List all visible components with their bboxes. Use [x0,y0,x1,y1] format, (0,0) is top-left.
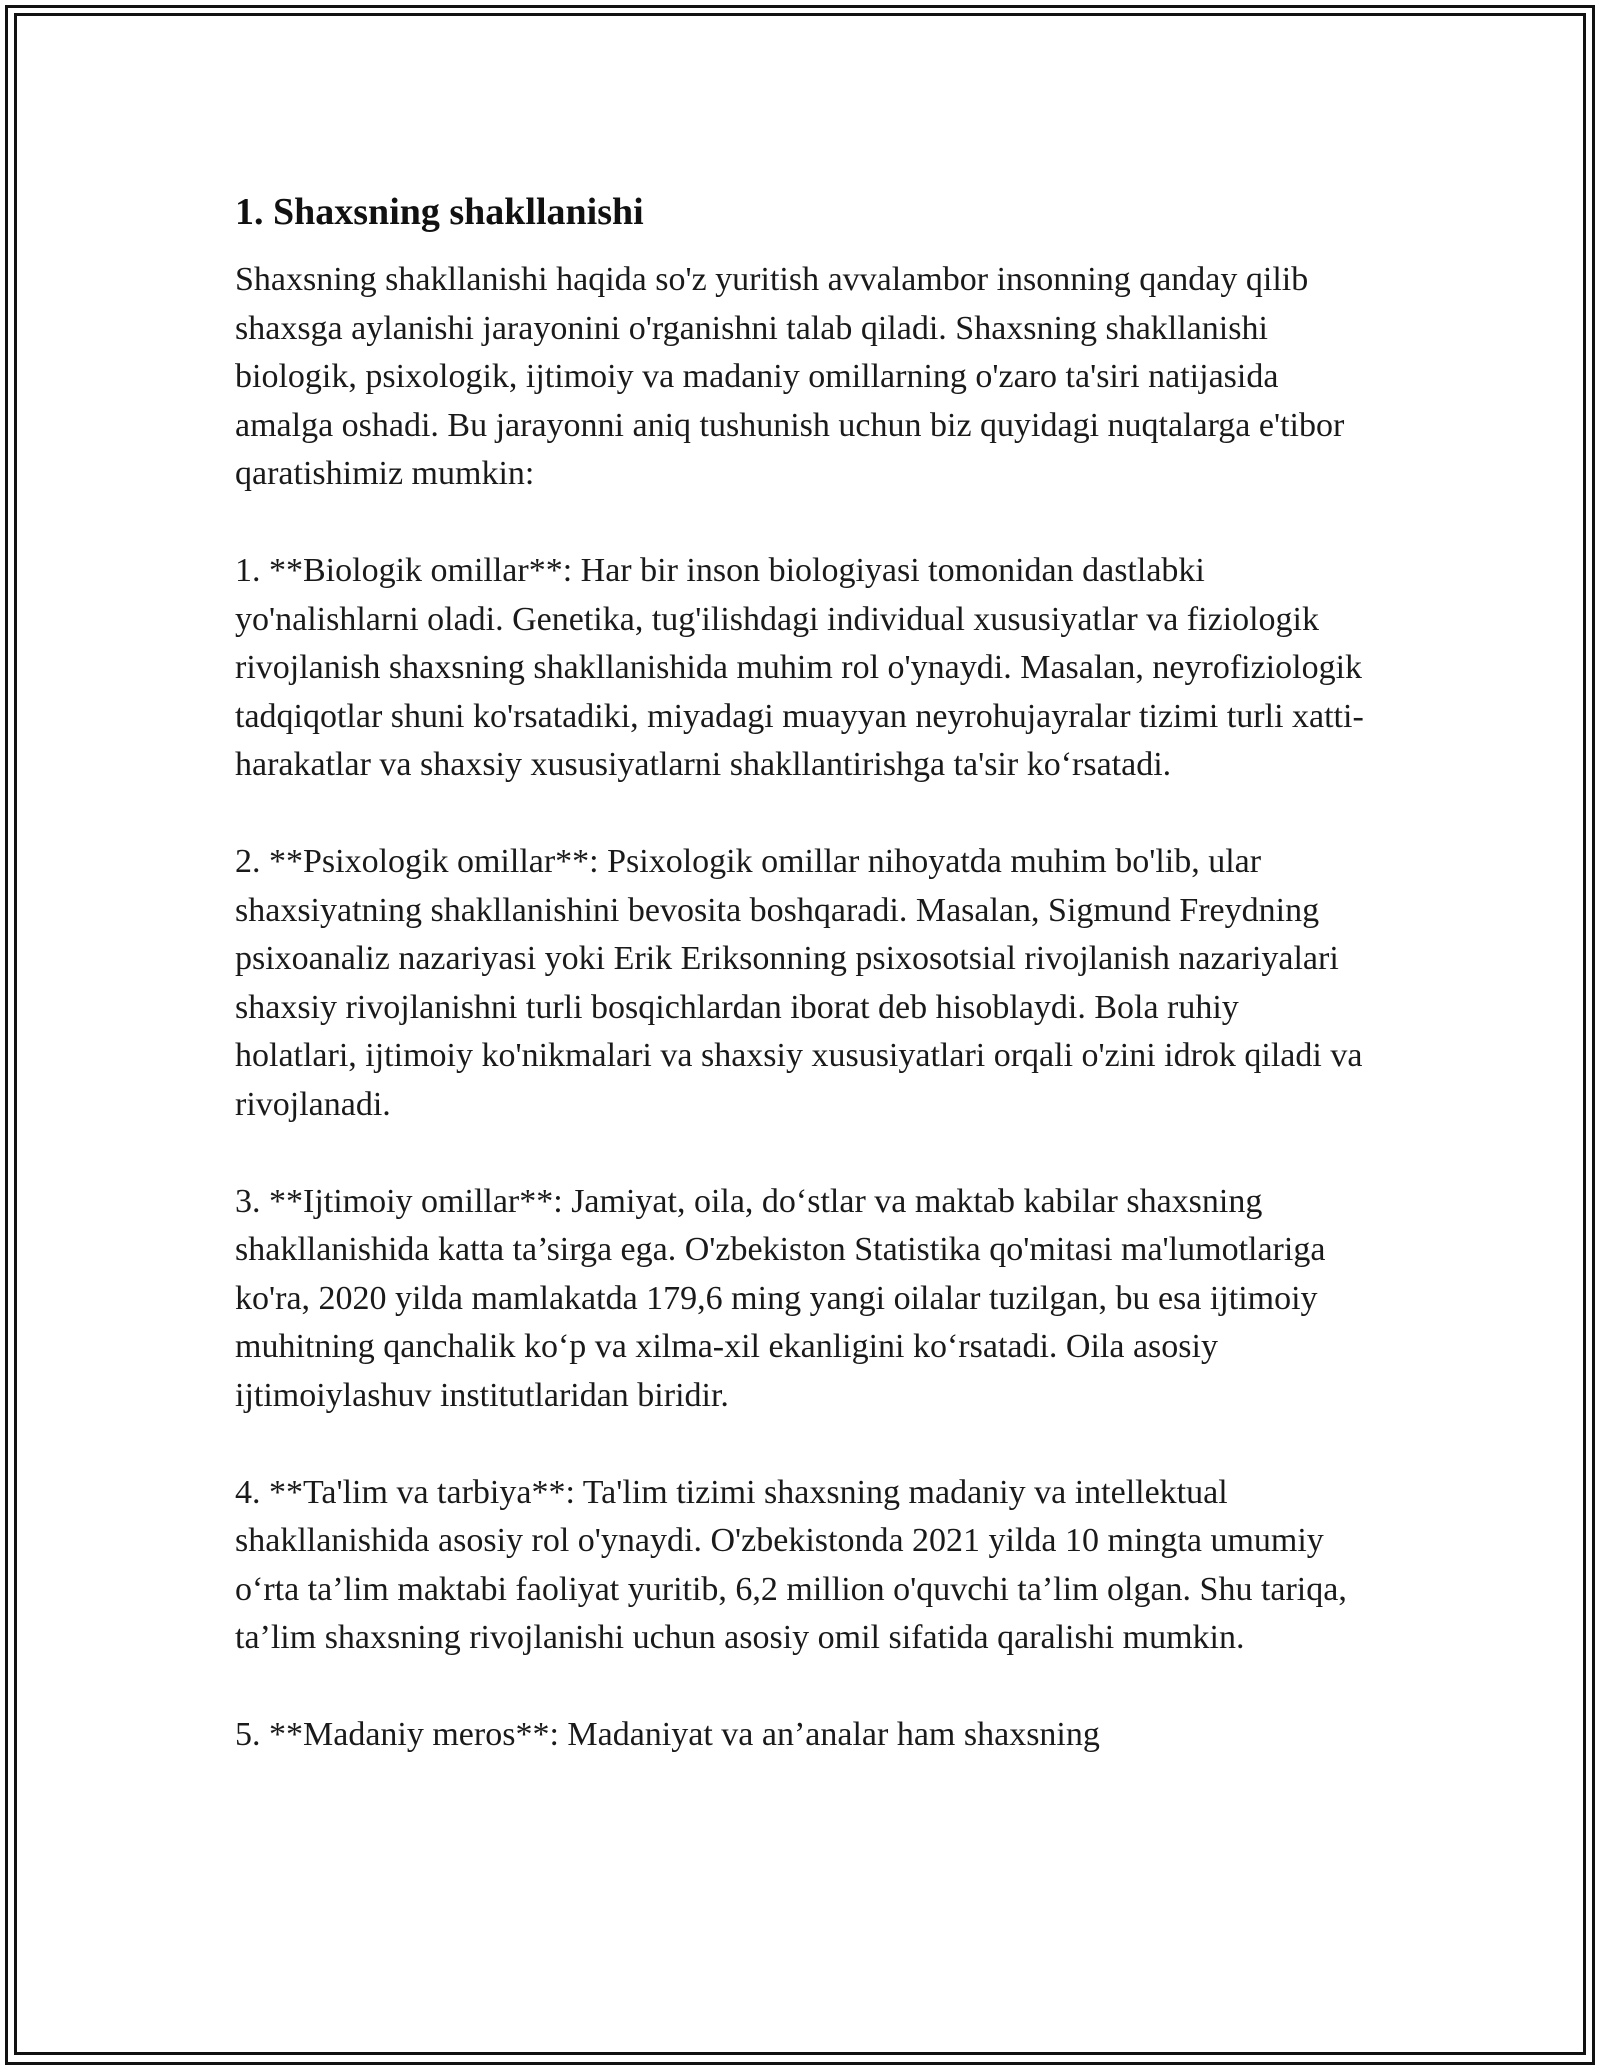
list-item-psixologik-omillar: 2. **Psixologik omillar**: Psixologik omillar nihoyatda muhim bo'lib, ular shaxsiyatning shakllanishini bevosita boshqaradi. Masalan, Sigmund Freydning psixoanaliz nazariyasi yoki Erik Eriksonning psixosotsial rivojlanish nazariyalari shaxsiy rivojlanishni turli bosqichlardan iborat deb hisoblaydi. Bola ruhiy holatlari, ijtimoiy ko'nikmalari va shaxsiy xususiyatlari orqali o'zini idrok qiladi va rivojlanadi. [235,843,1363,1123]
list-item-madaniy-meros: 5. **Madaniy meros**: Madaniyat va an’analar ham shaxsning [235,1716,1100,1753]
intro-paragraph: Shaxsning shakllanishi haqida so'z yuritish avvalambor insonning qanday qilib shaxsga aylanishi jarayonini o'rganishni talab qiladi. Shaxsning shakllanishi biologik, psixologik, ijtimoiy va madaniy omillarning o'zaro ta'siri natijasida amalga oshadi. Bu jarayonni aniq tushunish uchun biz quyidagi nuqtalarga e'tibor qaratishimiz mumkin: [235,261,1345,492]
list-item-biologik-omillar: 1. **Biologik omillar**: Har bir inson biologiyasi tomonidan dastlabki yo'nalishlarni oladi. Genetika, tug'ilishdagi individual xususiyatlar va fiziologik rivojlanish shaxsning shakllanishida muhim rol o'ynaydi. Masalan, neyrofiziologik tadqiqotlar shuni ko'rsatadiki, miyadagi muayyan neyrohujayralar tizimi turli xatti-harakatlar va shaxsiy xususiyatlarni shakllantirishga ta'sir ko‘rsatadi. [235,552,1364,783]
section-heading: 1. Shaxsning shakllanishi [235,191,644,233]
list-item-talim-va-tarbiya: 4. **Ta'lim va tarbiya**: Ta'lim tizimi shaxsning madaniy va intellektual shakllanishida asosiy rol o'ynaydi. O'zbekistonda 2021 yilda 10 mingta umumiy o‘rta ta’lim maktabi faoliyat yuritib, 6,2 million o'quvchi ta’lim olgan. Shu tariqa, ta’lim shaxsning rivojlanishi uchun asosiy omil sifatida qaralishi mumkin. [235,1473,1347,1656]
list-item-ijtimoiy-omillar: 3. **Ijtimoiy omillar**: Jamiyat, oila, do‘stlar va maktab kabilar shaxsning shakllanishida katta ta’sirga ega. O'zbekiston Statistika qo'mitasi ma'lumotlariga ko'ra, 2020 yilda mamlakatda 179,6 ming yangi oilalar tuzilgan, bu esa ijtimoiy muhitning qanchalik ko‘p va xilma-xil ekanligini ko‘rsatadi. Oila asosiy ijtimoiylashuv institutlaridan biridir. [235,1182,1326,1414]
document-page [235,186,1365,1760]
